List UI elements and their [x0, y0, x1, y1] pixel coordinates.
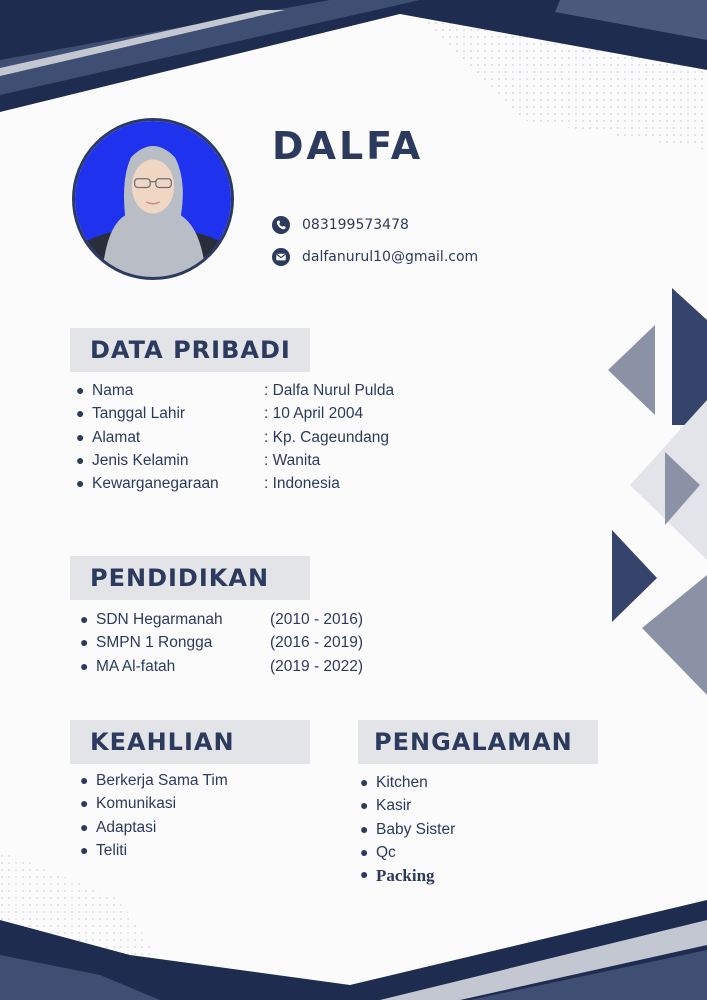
list-item — [80, 769, 320, 792]
phone-contact — [272, 214, 409, 236]
school-name: SMPN 1 Rongga — [96, 634, 213, 652]
list-item — [76, 402, 436, 425]
field-label: Tanggal Lahir — [92, 405, 186, 423]
email-address: dalfanurul10@gmail.com — [302, 249, 479, 265]
bullet-icon: ● — [80, 795, 89, 812]
education-list — [80, 608, 400, 678]
field-value: : Dalfa Nurul Pulda — [264, 382, 395, 399]
skill-name: Teliti — [96, 841, 128, 859]
skill-name: Komunikasi — [96, 795, 177, 813]
skill-name: Berkerja Sama Tim — [96, 772, 228, 789]
bullet-icon: ● — [80, 634, 89, 651]
bullet-icon: ● — [80, 818, 89, 835]
list-item — [360, 818, 580, 841]
candidate-name: DALFA — [272, 124, 424, 168]
bullet-icon: ● — [76, 475, 85, 492]
phone-number: 083199573478 — [302, 217, 409, 233]
bullet-icon: ● — [80, 772, 89, 788]
field-value: : Kp. Cageundang — [264, 428, 389, 446]
profile-photo — [72, 118, 234, 280]
school-years: (2019 - 2022) — [270, 657, 364, 675]
field-label: Alamat — [92, 428, 141, 446]
bullet-icon: ● — [76, 428, 85, 445]
field-label: Nama — [92, 382, 134, 399]
experience-name: Kitchen — [376, 774, 428, 791]
skills-list — [80, 769, 320, 862]
school-years: (2010 - 2016) — [270, 611, 364, 628]
experience-heading: PENGALAMAN — [358, 720, 598, 764]
list-item — [80, 655, 400, 678]
bullet-icon: ● — [80, 611, 89, 627]
experience-list — [360, 771, 580, 887]
email-icon — [272, 248, 290, 266]
bullet-icon: ● — [360, 843, 369, 860]
field-value: : Indonesia — [264, 475, 340, 493]
list-item — [76, 449, 436, 472]
bullet-icon: ● — [76, 382, 85, 398]
field-value: : 10 April 2004 — [264, 405, 364, 423]
personal-data-list — [76, 379, 436, 495]
list-item — [80, 608, 400, 631]
field-label: Kewarganegaraan — [92, 475, 219, 493]
experience-name: Baby Sister — [376, 820, 456, 838]
school-years: (2016 - 2019) — [270, 634, 364, 652]
personal-data-heading: DATA PRIBADI — [70, 328, 310, 372]
list-item — [76, 426, 436, 449]
bullet-icon: ● — [360, 774, 369, 790]
bullet-icon: ● — [360, 820, 369, 837]
list-item — [80, 839, 320, 862]
skill-name: Adaptasi — [96, 818, 157, 836]
bullet-icon: ● — [360, 868, 369, 884]
school-name: SDN Hegarmanah — [96, 611, 223, 628]
education-heading: PENDIDIKAN — [70, 556, 310, 600]
school-name: MA Al-fatah — [96, 657, 176, 675]
bullet-icon: ● — [76, 451, 85, 468]
list-item — [360, 794, 580, 817]
list-item — [76, 472, 436, 495]
bullet-icon: ● — [80, 657, 89, 674]
list-item — [80, 631, 400, 654]
list-item — [80, 816, 320, 839]
list-item — [360, 771, 580, 794]
experience-name: Packing — [376, 866, 435, 886]
bullet-icon: ● — [76, 405, 85, 422]
bullet-icon: ● — [80, 841, 89, 858]
experience-name: Kasir — [376, 797, 412, 815]
list-item — [80, 792, 320, 815]
field-value: : Wanita — [264, 451, 321, 469]
list-item — [360, 864, 580, 887]
phone-icon — [272, 216, 290, 234]
skills-heading: KEAHLIAN — [70, 720, 310, 764]
list-item — [360, 841, 580, 864]
bullet-icon: ● — [360, 797, 369, 814]
email-contact — [272, 246, 478, 268]
experience-name: Qc — [376, 843, 396, 861]
field-label: Jenis Kelamin — [92, 451, 189, 469]
list-item — [76, 379, 436, 402]
